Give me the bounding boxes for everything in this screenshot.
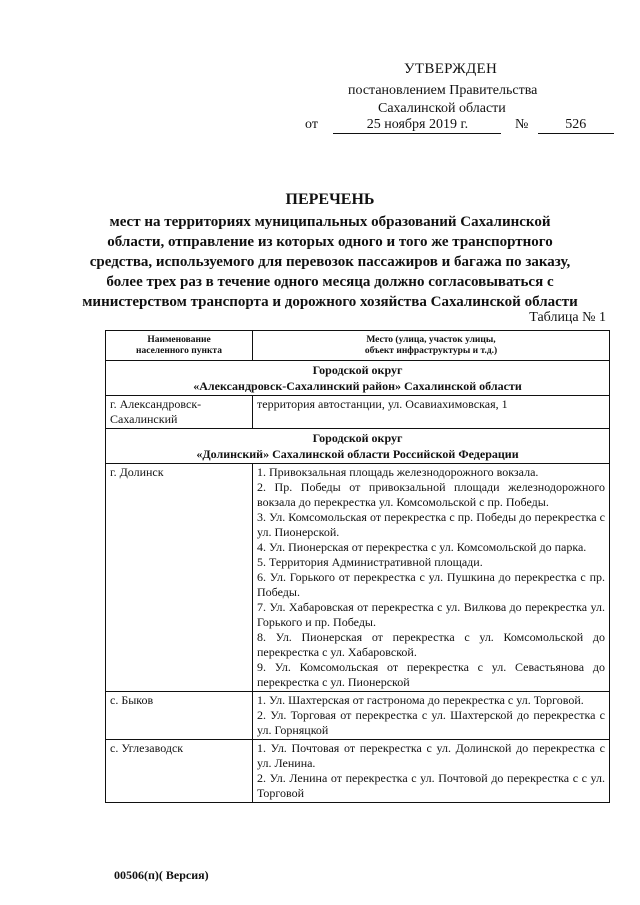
table-row [106,464,610,692]
place-item: 2. Ул. Ленина от перекрестка с ул. Почтовой до перекрестка с с ул. Торговой [257,771,605,800]
subtitle-line: более трех раз в течение одного месяца должно согласовываться с [106,274,554,290]
places-table [105,330,610,803]
footer-code [114,868,209,883]
footer-version: ( Версия) [158,868,209,882]
decree-from-label: от [305,117,318,132]
approval-block [300,60,600,118]
place-item: 4. Ул. Пионерская от перекрестка с ул. Комсомольской до парка. [257,540,587,554]
table-row [106,740,610,803]
place-item: 5. Территория Административной площади. [257,555,483,569]
table-row [106,396,610,429]
place-item: 9. Ул. Комсомольская от перекрестка с ул. Севастьянова до перекрестка с ул. Пионерской [257,660,605,689]
decree-number-label: № [514,117,529,132]
place-item: 7. Ул. Хабаровская от перекрестка с ул. Вилкова до перекрестка ул. Горького и пр. Победы. [257,600,605,629]
subtitle-line: министерством транспорта и дорожного хозяйства Сахалинской области [82,294,578,310]
table-row [106,692,610,740]
place-item: территория автостанции, ул. Осавиахимовская, 1 [257,397,508,411]
group-title: Городской округ «Александровск-Сахалинский район» Сахалинской области [106,361,610,396]
decree-row [305,117,614,134]
footer-code-number: 00506(п) [114,868,159,882]
table-label: Таблица № 1 [529,310,606,325]
subtitle-line: мест на территориях муниципальных образований Сахалинской [109,214,551,230]
header-place: Место (улица, участок улицы, объект инфраструктуры и т.д.) [253,331,610,361]
document-title: ПЕРЕЧЕНЬ [285,191,375,208]
approval-line-2: Сахалинской области [378,101,506,116]
place-cell [253,692,610,740]
place-item: 6. Ул. Горького от перекрестка с ул. Пушкина до перекрестка с пр. Победы. [257,570,605,599]
place-cell [253,464,610,692]
group-row [106,429,610,464]
subtitle-line: области, отправление из которых одного и того же транспортного [107,234,553,250]
place-item: 8. Ул. Пионерская от перекрестка с ул. Комсомольской до перекрестка с ул. Хабаровской. [257,630,605,659]
place-item: 1. Ул. Шахтерская от гастронома до перекрестка с ул. Торговой. [257,693,584,707]
place-item: 2. Пр. Победы от привокзальной площади железнодорожного вокзала до перекрестка ул. Комсомольской с пр. Победы. [257,480,605,509]
decree-date: 25 ноября 2019 г. [333,117,501,134]
subtitle-line: средства, используемого для перевозок пассажиров и багажа по заказу, [89,254,571,270]
place-item: 2. Ул. Торговая от перекрестка с ул. Шахтерской до перекрестка с ул. Горняцкой [257,708,605,737]
place-item: 1. Ул. Почтовая от перекрестка с ул. Долинской до перекрестка с ул. Ленина. [257,741,605,770]
approval-line-1: постановлением Правительства [348,83,538,98]
approval-title: УТВЕРЖДЕН [404,61,498,77]
place-item: 3. Ул. Комсомольская от перекрестка с пр. Победы до перекрестка с ул. Пионерской. [257,510,605,539]
header-locality: Наименование населенного пункта [106,331,253,361]
place-cell [253,396,610,429]
locality-cell: г. Александровск-Сахалинский [106,396,253,429]
locality-cell: с. Углезаводск [106,740,253,803]
decree-number: 526 [538,117,614,134]
locality-cell: с. Быков [106,692,253,740]
locality-cell: г. Долинск [106,464,253,692]
place-cell [253,740,610,803]
place-item: 1. Привокзальная площадь железнодорожного вокзала. [257,465,539,479]
document-title-block [20,190,640,312]
table-header-row [106,331,610,361]
group-row [106,361,610,396]
group-title: Городской округ «Долинский» Сахалинской области Российской Федерации [106,429,610,464]
